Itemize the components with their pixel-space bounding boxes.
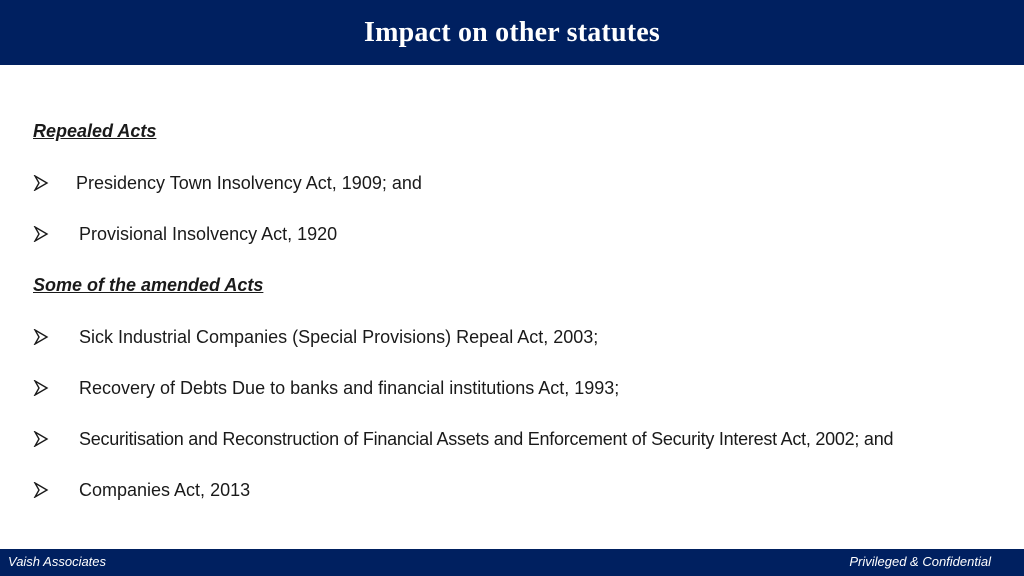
arrow-bullet-icon <box>33 482 49 498</box>
arrow-bullet-icon <box>33 175 49 191</box>
amended-act-item: Securitisation and Reconstruction of Financial Assets and Enforcement of Security Interest Act, 2002; and <box>79 428 894 449</box>
footer-firm-name: Vaish Associates <box>8 554 107 569</box>
repealed-act-item: Provisional Insolvency Act, 1920 <box>79 223 338 244</box>
repealed-acts-heading: Repealed Acts <box>33 121 157 141</box>
arrow-bullet-icon <box>33 226 49 242</box>
amended-act-item: Companies Act, 2013 <box>79 479 251 500</box>
amended-act-item: Sick Industrial Companies (Special Provisions) Repeal Act, 2003; <box>79 326 599 347</box>
repealed-act-item: Presidency Town Insolvency Act, 1909; and <box>76 172 422 193</box>
arrow-bullet-icon <box>33 380 49 396</box>
amended-act-item: Recovery of Debts Due to banks and financial institutions Act, 1993; <box>79 377 620 398</box>
amended-acts-heading: Some of the amended Acts <box>33 275 264 295</box>
header-bar <box>0 0 1024 65</box>
footer-confidentiality: Privileged & Confidential <box>849 554 991 569</box>
arrow-bullet-icon <box>33 329 49 345</box>
arrow-bullet-icon <box>33 431 49 447</box>
footer-bar <box>0 549 1024 576</box>
page-title: Impact on other statutes <box>364 16 660 48</box>
